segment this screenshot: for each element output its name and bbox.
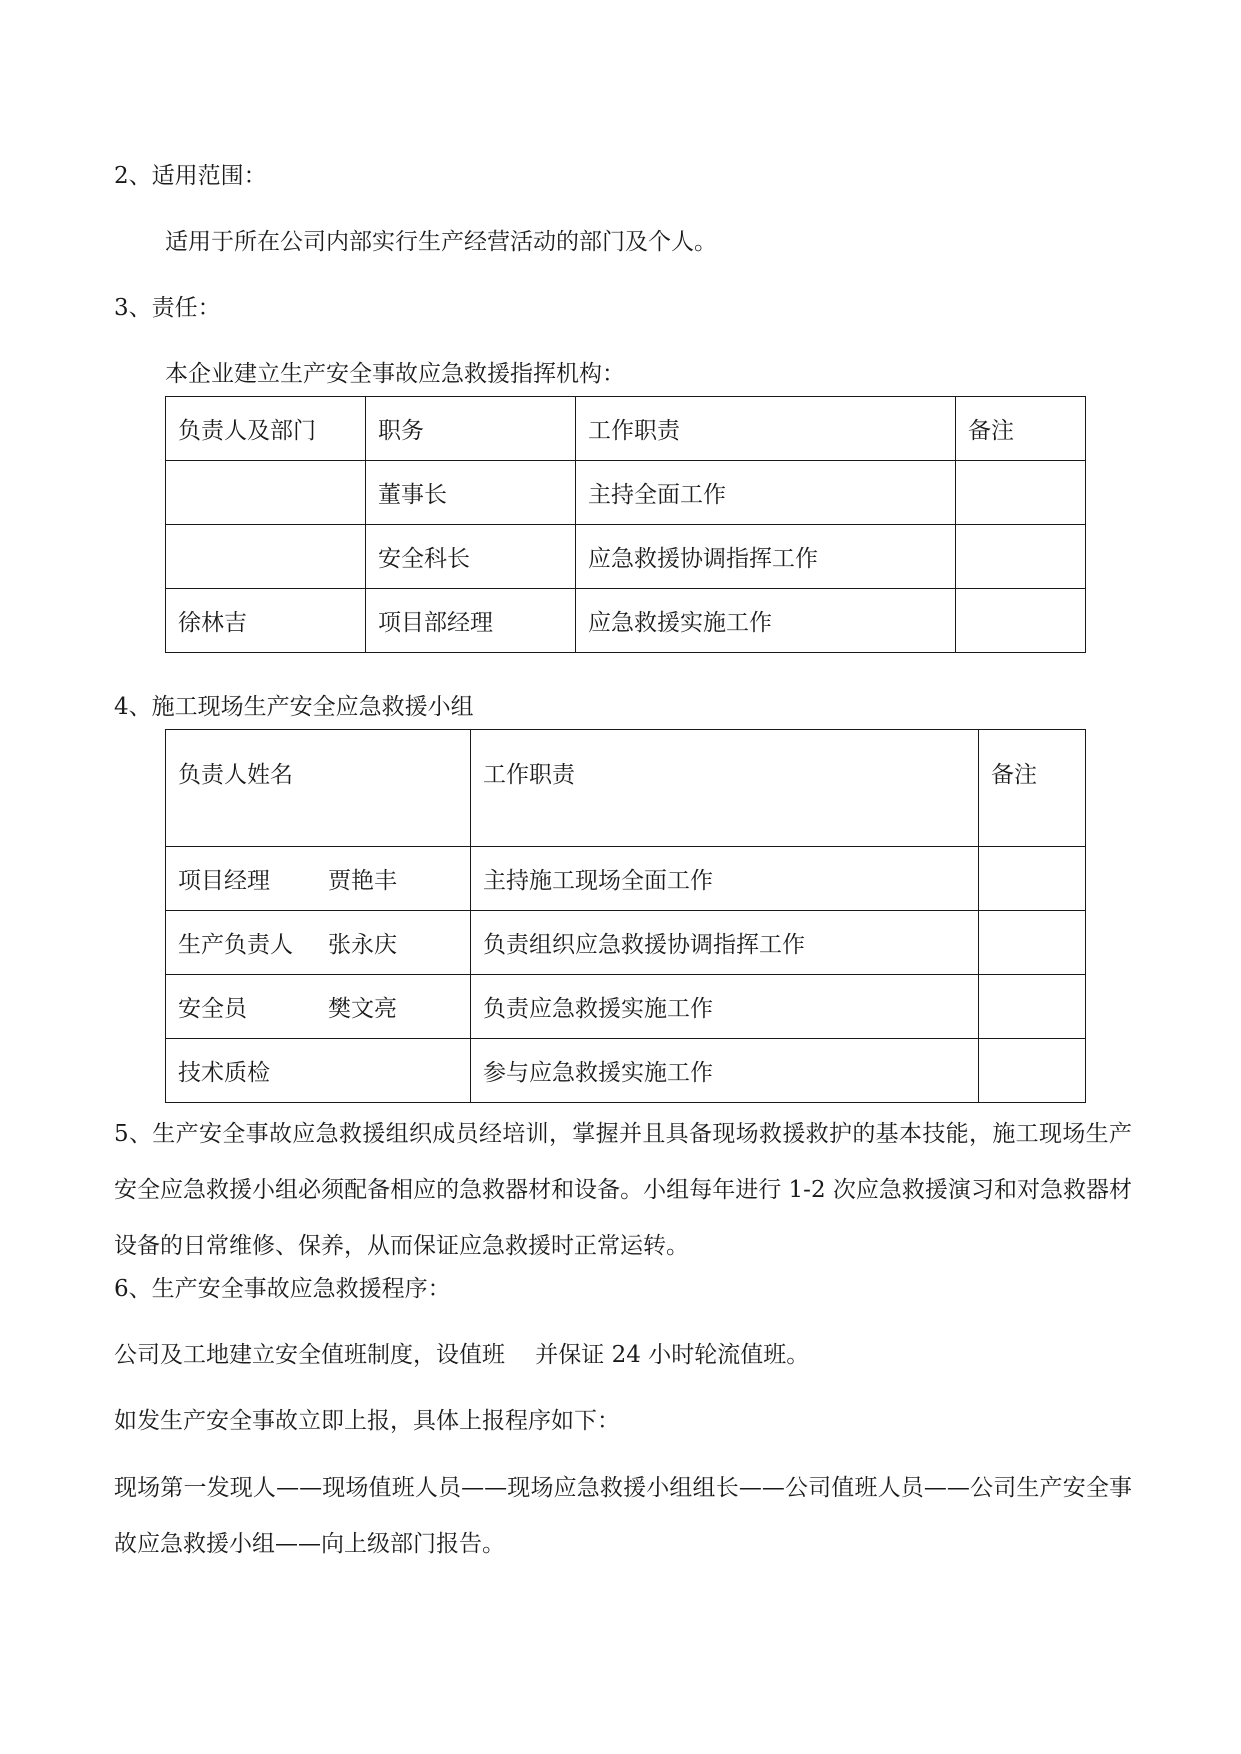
table-row — [166, 911, 1086, 975]
table-row — [166, 847, 1086, 911]
person-name: 贾艳丰 — [328, 868, 397, 894]
table-cell — [166, 525, 366, 589]
table-cell — [166, 975, 471, 1039]
table-cell — [956, 589, 1086, 653]
section-6-line-1: 公司及工地建立安全值班制度，设值班 并保证 24 小时轮流值班。 — [114, 1342, 810, 1368]
role-label: 项目经理 — [178, 868, 270, 894]
table-cell: 徐林吉 — [166, 589, 366, 653]
table-cell: 应急救援协调指挥工作 — [576, 525, 956, 589]
table-cell — [956, 461, 1086, 525]
header-cell: 职务 — [366, 397, 576, 461]
section-6-line-2: 如发生产安全事故立即上报，具体上报程序如下： — [114, 1408, 620, 1434]
header-cell: 负责人姓名 — [166, 730, 471, 847]
section-3-heading: 3、责任： — [114, 295, 221, 321]
rescue-team-table — [165, 729, 1086, 1103]
table-cell: 董事长 — [366, 461, 576, 525]
table-row — [166, 1039, 1086, 1103]
header-cell: 备注 — [979, 730, 1086, 847]
header-cell: 工作职责 — [576, 397, 956, 461]
table-header-row — [166, 730, 1086, 847]
person-name: 樊文亮 — [328, 996, 397, 1022]
table-cell: 负责应急救援实施工作 — [471, 975, 979, 1039]
table-cell — [979, 847, 1086, 911]
section-6-heading: 6、生产安全事故应急救援程序： — [114, 1276, 451, 1302]
table-row — [166, 589, 1086, 653]
section-3-intro: 本企业建立生产安全事故应急救援指挥机构： — [165, 361, 625, 387]
table-cell — [979, 911, 1086, 975]
table-cell — [979, 1039, 1086, 1103]
table-cell: 项目部经理 — [366, 589, 576, 653]
section-4-heading: 4、施工现场生产安全应急救援小组 — [114, 694, 474, 720]
role-label: 技术质检 — [178, 1060, 270, 1086]
header-cell: 备注 — [956, 397, 1086, 461]
table-cell: 主持施工现场全面工作 — [471, 847, 979, 911]
table-cell — [166, 1039, 471, 1103]
role-label: 安全员 — [178, 996, 247, 1022]
table-cell — [956, 525, 1086, 589]
table-cell: 安全科长 — [366, 525, 576, 589]
table-cell: 负责组织应急救援协调指挥工作 — [471, 911, 979, 975]
table-row — [166, 975, 1086, 1039]
table-cell: 主持全面工作 — [576, 461, 956, 525]
command-structure-table — [165, 396, 1086, 653]
section-2-text: 适用于所在公司内部实行生产经营活动的部门及个人。 — [165, 229, 717, 255]
table-cell — [979, 975, 1086, 1039]
person-name: 张永庆 — [328, 932, 397, 958]
section-6-procedure: 现场第一发现人——现场值班人员——现场应急救援小组组长——公司值班人员——公司生产安全事故应急救援小组——向上级部门报告。 — [114, 1475, 1132, 1557]
table-cell: 应急救援实施工作 — [576, 589, 956, 653]
section-5-paragraph: 5、生产安全事故应急救援组织成员经培训，掌握并且具备现场救援救护的基本技能，施工现场生产安全应急救援小组必须配备相应的急救器材和设备。小组每年进行 1-2 次应急救援演习和对急救器材设备的日常维修、保养，从而保证应急救援时正常运转。 — [114, 1121, 1132, 1259]
table-cell — [166, 911, 471, 975]
table-row — [166, 461, 1086, 525]
section-2-heading: 2、适用范围： — [114, 163, 267, 189]
table-header-row — [166, 397, 1086, 461]
header-cell: 工作职责 — [471, 730, 979, 847]
table-cell — [166, 461, 366, 525]
table-cell — [166, 847, 471, 911]
role-label: 生产负责人 — [178, 932, 293, 958]
header-cell: 负责人及部门 — [166, 397, 366, 461]
table-cell: 参与应急救援实施工作 — [471, 1039, 979, 1103]
table-row — [166, 525, 1086, 589]
